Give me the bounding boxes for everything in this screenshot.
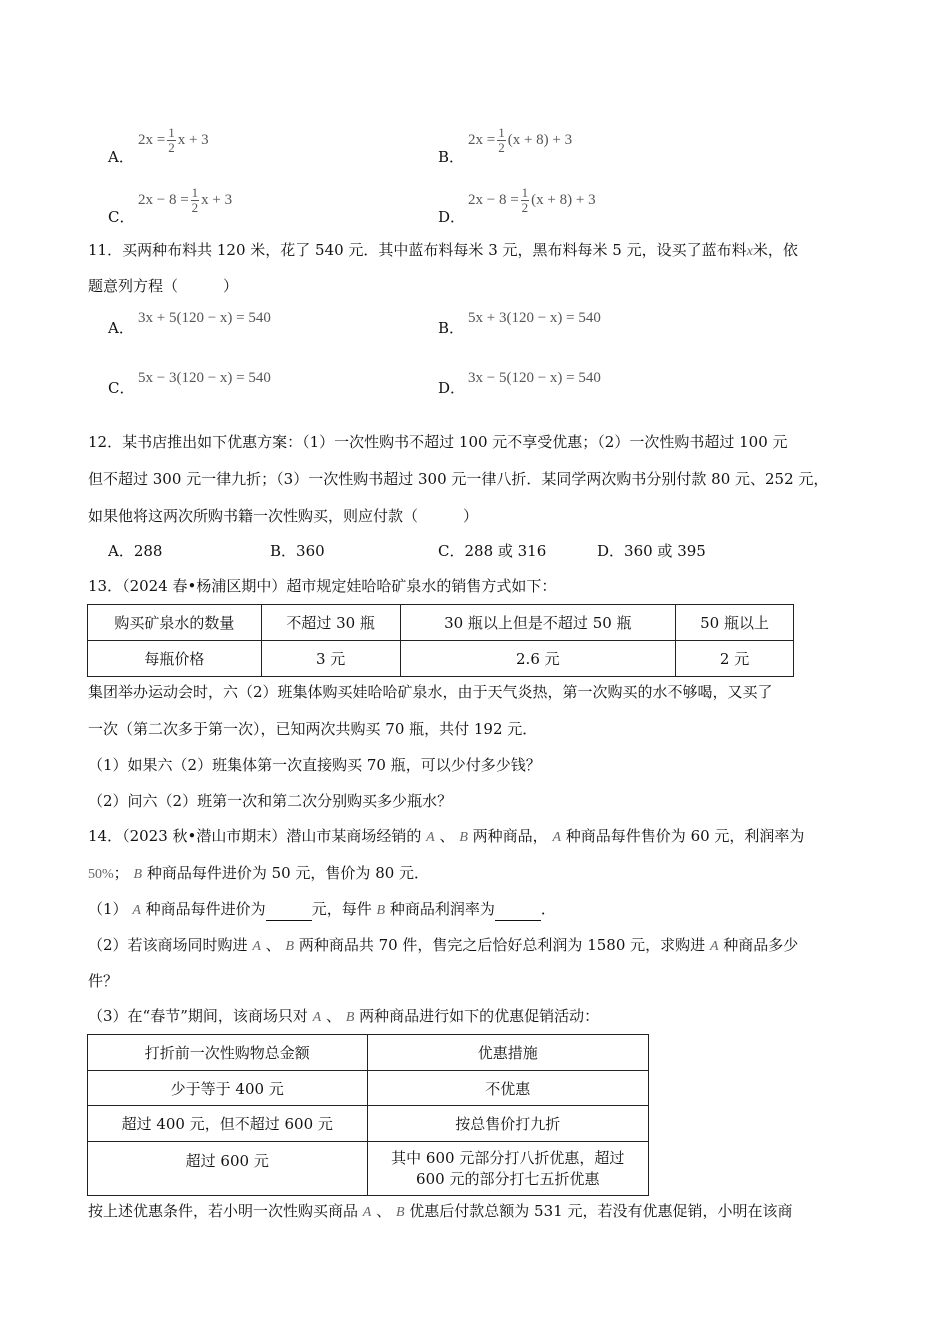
q14-last-line: 按上述优惠条件，若小明一次性购买商品 A 、 B 优惠后付款总额为 531 元，若没有优惠促销，小明在该商 bbox=[88, 1202, 793, 1220]
q12-option-a: A．288 bbox=[108, 542, 163, 560]
q14-sub-question-1: （1） A 种商品每件进价为 元，每件 B 种商品利润率为 ． bbox=[88, 899, 556, 921]
table-row bbox=[88, 605, 794, 641]
table-cell: 优惠措施 bbox=[367, 1035, 649, 1071]
q10-option-a-label: A． bbox=[108, 148, 134, 166]
table-cell: 2 元 bbox=[676, 641, 794, 677]
q10-option-c-label: C． bbox=[108, 208, 135, 226]
q10-option-d-label: D． bbox=[438, 208, 466, 226]
table-row bbox=[88, 641, 794, 677]
table-row bbox=[88, 1071, 649, 1106]
table-row bbox=[88, 1142, 649, 1196]
table-row bbox=[88, 1106, 649, 1142]
table-cell: 2.6 元 bbox=[400, 641, 676, 677]
q14-sub-question-2-line2: 件？ bbox=[88, 972, 119, 990]
q11-option-a-label: A． bbox=[108, 319, 134, 337]
q11-option-b-label: B． bbox=[438, 319, 465, 337]
q14-stem-line2: 50%； B 种商品每件进价为 50 元，售价为 80 元． bbox=[88, 864, 430, 882]
table-cell: 每瓶价格 bbox=[88, 641, 262, 677]
q13-stem-line1: 13．（2024 春•杨浦区期中）超市规定娃哈哈矿泉水的销售方式如下： bbox=[88, 577, 557, 595]
q13-sub-question-1: （1）如果六（2）班集体第一次直接购买 70 瓶，可以少付多少钱？ bbox=[88, 756, 541, 774]
q11-stem-line2: 题意列方程（ ） bbox=[88, 277, 239, 295]
q13-sub-question-2: （2）问六（2）班第一次和第二次分别购买多少瓶水？ bbox=[88, 792, 453, 810]
q13-price-table bbox=[87, 604, 794, 677]
table-row bbox=[88, 1035, 649, 1071]
table-cell: 打折前一次性购物总金额 bbox=[88, 1035, 368, 1071]
q13-para-line2: 一次（第二次多于第一次），已知两次共购买 70 瓶，共付 192 元． bbox=[88, 720, 538, 738]
table-cell: 30 瓶以上但是不超过 50 瓶 bbox=[400, 605, 676, 641]
table-cell: 购买矿泉水的数量 bbox=[88, 605, 262, 641]
q10-option-b-expr: 2x = $\frac{1}{2}$ (x + 8) + 3 bbox=[468, 125, 573, 155]
q11-stem-line1: 11．买两种布料共 120 米，花了 540 元．其中蓝布料每米 3 元，黑布料每米 5 元，设买了蓝布料x米，依 bbox=[88, 241, 798, 259]
table-cell: 不优惠 bbox=[367, 1071, 649, 1106]
q12-stem-line2: 但不超过 300 元一律九折；（3）一次性购书超过 300 元一律八折．某同学两次购书分别付款 80 元、252 元， bbox=[88, 470, 829, 488]
q12-stem-line3: 如果他将这两次所购书籍一次性购买，则应付款（ ） bbox=[88, 507, 479, 525]
q10-option-d-expr: 2x − 8 = $\frac{1}{2}$ (x + 8) + 3 bbox=[468, 185, 596, 215]
q10-option-b-label: B． bbox=[438, 148, 465, 166]
answer-blank[interactable] bbox=[495, 905, 541, 921]
q11-option-b-expr: 5x + 3(120 − x) = 540 bbox=[468, 310, 601, 326]
q10-option-a-expr: 2x = $\frac{1}{2}$ x + 3 bbox=[138, 125, 209, 155]
q11-option-c-label: C． bbox=[108, 379, 135, 397]
q13-para-line1: 集团举办运动会时，六（2）班集体购买娃哈哈矿泉水，由于天气炎热，第一次购买的水不够喝，又买了 bbox=[88, 683, 773, 701]
q14-stem-line1: 14．（2023 秋•潜山市期末）潜山市某商场经销的 A 、 B 两种商品， A 种商品每件售价为 60 元，利润率为 bbox=[88, 827, 805, 845]
table-cell: 50 瓶以上 bbox=[676, 605, 794, 641]
q14-sub-question-3: （3）在“春节”期间，该商场只对 A 、 B 两种商品进行如下的优惠促销活动： bbox=[88, 1007, 600, 1025]
q11-option-a-expr: 3x + 5(120 − x) = 540 bbox=[138, 310, 271, 326]
table-cell: 超过 400 元，但不超过 600 元 bbox=[88, 1106, 368, 1142]
q12-option-c: C．288 或 316 bbox=[438, 542, 547, 560]
table-cell: 少于等于 400 元 bbox=[88, 1071, 368, 1106]
table-cell: 其中 600 元部分打八折优惠，超过 600 元的部分打七五折优惠 bbox=[367, 1142, 649, 1196]
answer-blank[interactable] bbox=[266, 905, 312, 921]
q11-option-d-expr: 3x − 5(120 − x) = 540 bbox=[468, 370, 601, 386]
table-cell: 按总售价打九折 bbox=[367, 1106, 649, 1142]
table-cell: 3 元 bbox=[261, 641, 400, 677]
q12-stem-line1: 12．某书店推出如下优惠方案：（1）一次性购书不超过 100 元不享受优惠；（2）一次性购书超过 100 元 bbox=[88, 433, 788, 451]
q11-option-c-expr: 5x − 3(120 − x) = 540 bbox=[138, 370, 271, 386]
q14-discount-table bbox=[87, 1034, 649, 1196]
q14-sub-question-2-line1: （2）若该商场同时购进 A 、 B 两种商品共 70 件，售完之后恰好总利润为 1580 元，求购进 A 种商品多少 bbox=[88, 936, 799, 954]
table-cell: 超过 600 元 bbox=[88, 1142, 368, 1196]
q10-option-c-expr: 2x − 8 = $\frac{1}{2}$ x + 3 bbox=[138, 185, 233, 215]
table-cell: 不超过 30 瓶 bbox=[261, 605, 400, 641]
q12-option-d: D．360 或 395 bbox=[597, 542, 706, 560]
q12-option-b: B．360 bbox=[270, 542, 325, 560]
q11-option-d-label: D． bbox=[438, 379, 466, 397]
